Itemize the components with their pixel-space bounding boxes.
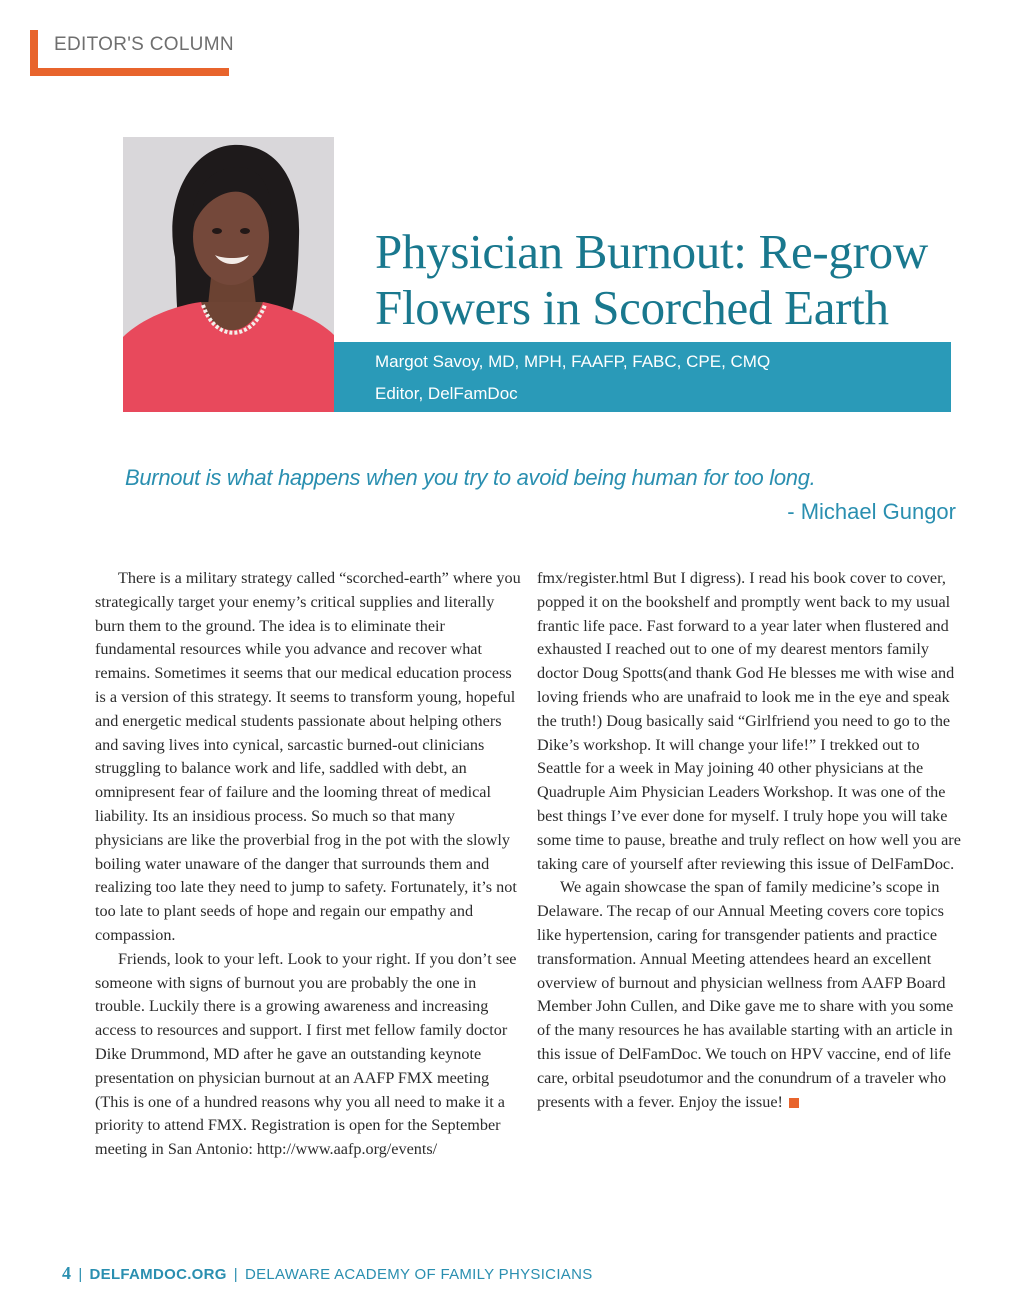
- quote-attribution: - Michael Gungor: [787, 499, 956, 524]
- body-column-left: [95, 567, 523, 1162]
- body-column-right: [537, 567, 967, 1114]
- pull-quote: Burnout is what happens when you try to avoid being human for too long.: [125, 465, 816, 490]
- article-title-line-1: Physician Burnout: Re-grow: [375, 224, 928, 279]
- end-mark-icon: [789, 1098, 799, 1108]
- section-accent-underline: [30, 68, 229, 76]
- author-role: Editor, DelFamDoc: [375, 384, 518, 403]
- page-number: 4: [62, 1263, 72, 1283]
- footer-separator: |: [78, 1266, 83, 1283]
- article-title: [375, 224, 975, 336]
- body-paragraph-last: [537, 876, 967, 1114]
- page-footer: [62, 1263, 593, 1284]
- body-paragraph: Friends, look to your left. Look to your right. If you don’t see someone with signs of burnout you are probably the one in trouble. Luckily there is a growing awareness and increasing access to resources and support. I first met fellow family doctor Dike Drummond, MD after he gave an outstanding keynote presentation on physician burnout at an AAFP FMX meeting (This is one of a hundred reasons why you all need to make it a priority to attend FMX. Registration is open for the September meeting in San Antonio: http://www.aafp.org/events/: [95, 949, 517, 1159]
- author-photo: [123, 137, 334, 412]
- footer-organization: DELAWARE ACADEMY OF FAMILY PHYSICIANS: [244, 1266, 593, 1283]
- byline-band: [334, 342, 951, 412]
- article-title-line-2: Flowers in Scorched Earth: [375, 280, 889, 335]
- footer-separator: |: [233, 1266, 238, 1283]
- body-paragraph: fmx/register.html But I digress). I read his book cover to cover, popped it on the bookshelf and promptly went back to my usual frantic life pace. Fast forward to a year later when flustered and exhausted I reached out to one of my dearest mentors family doctor Doug Spotts(and thank God He blesses me with wise and loving friends who are unafraid to look me in the eye and speak the truth!) Doug basically said “Girlfriend you need to go to the Dike’s workshop. It will change your life!” I trekked out to Seattle for a week in May joining 40 other physicians at the Quadruple Aim Physician Leaders Workshop. It was one of the best things I’ve ever done for myself. I truly hope you will take some time to pause, breathe and truly reflect on how well you are taking care of yourself after reviewing this issue of DelFamDoc.: [537, 569, 961, 873]
- author-name: Margot Savoy, MD, MPH, FAAFP, FABC, CPE, CMQ: [375, 352, 771, 371]
- section-label: EDITOR'S COLUMN: [54, 34, 234, 55]
- body-paragraph-text: We again showcase the span of family medicine’s scope in Delaware. The recap of our Annual Meeting covers core topics like hypertension, caring for transgender patients and practice transformation. Annual Meeting attendees heard an excellent overview of burnout and physician wellness from AAFP Board Member John Cullen, and Dike gave me to share with you some of the many resources he has available starting with an article in this issue of DelFamDoc. We touch on HPV vaccine, end of life care, orbital pseudotumor and the conundrum of a traveler who presents with a fever. Enjoy the issue!: [537, 878, 954, 1111]
- footer-site-link[interactable]: DELFAMDOC.ORG: [89, 1266, 227, 1283]
- body-paragraph: There is a military strategy called “scorched-earth” where you strategically target your enemy’s critical supplies and literally burn them to the ground. The idea is to eliminate their fundamental resources while you advance and recover what remains. Sometimes it seems that our medical education process is a version of this strategy. It seems to transform young, hopeful and energetic medical students passionate about helping others and saving lives into cynical, sarcastic burned-out clinicians struggling to balance work and life, saddled with debt, an omnipresent fear of failure and the looming threat of medical liability. Its an insidious process. So much so that many physicians are like the proverbial frog in the pot with the slowly boiling water unaware of the danger that surrounds them and realizing too late they need to jump to safety. Fortunately, it’s not too late to plant seeds of hope and regain our empathy and compassion.: [95, 569, 521, 944]
